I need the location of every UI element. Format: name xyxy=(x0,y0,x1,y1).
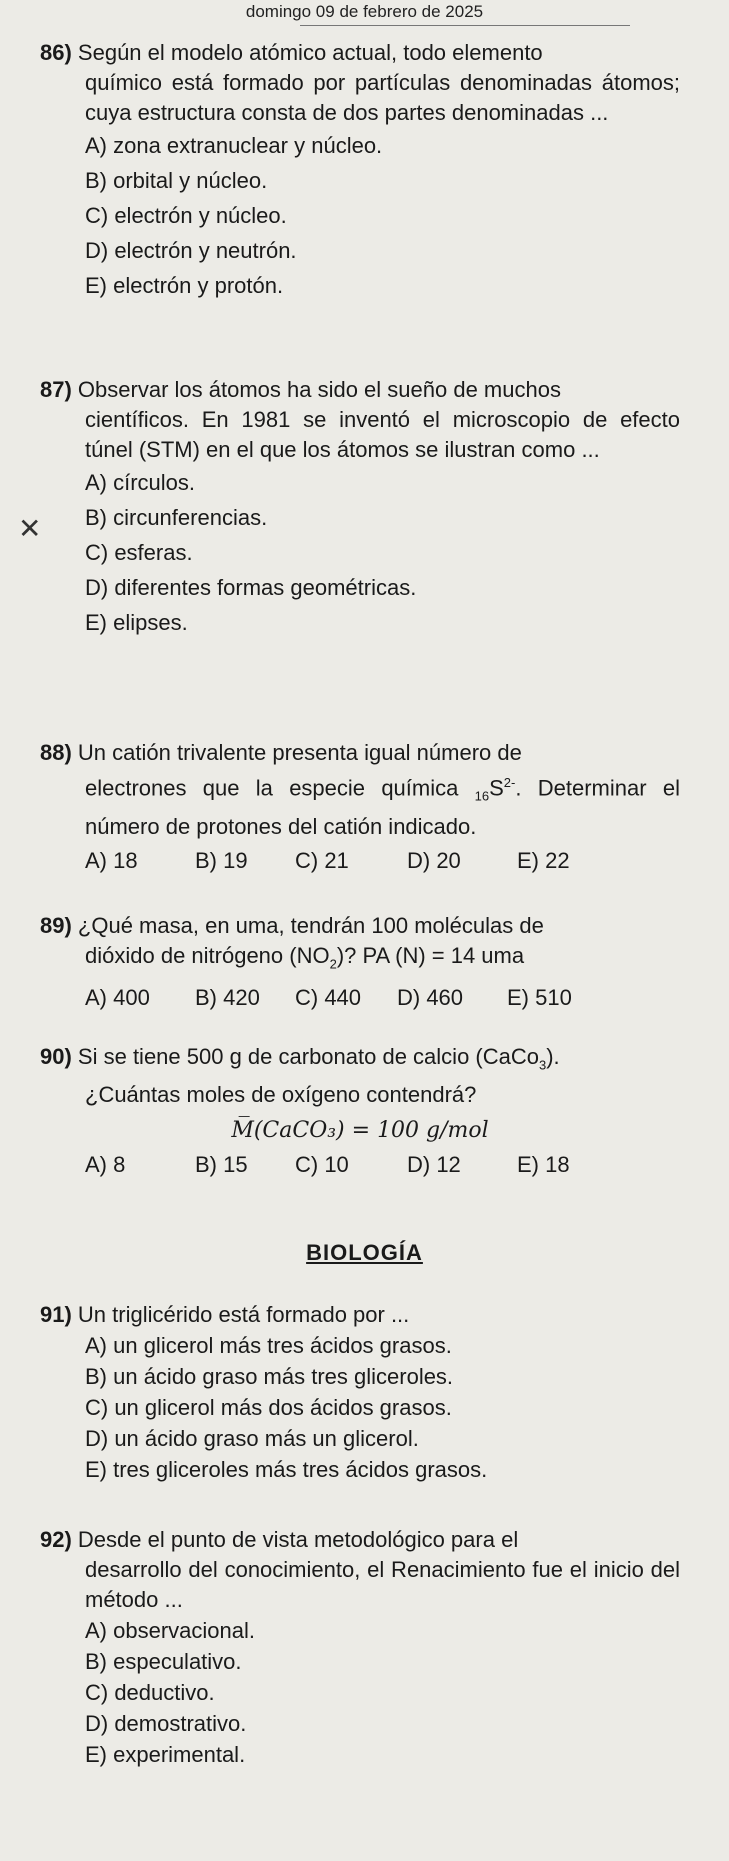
question-88-stem xyxy=(40,738,680,842)
option-b[interactable]: B) 420 xyxy=(195,985,260,1011)
header-rule xyxy=(300,25,630,26)
ion-charge: 2- xyxy=(503,775,516,790)
question-91-stem xyxy=(40,1300,680,1330)
question-92-stem xyxy=(40,1525,680,1615)
option-d[interactable]: D) 12 xyxy=(407,1152,461,1178)
question-87 xyxy=(40,375,680,640)
question-86-number: 86) xyxy=(40,40,72,65)
option-d[interactable]: D) diferentes formas geométricas. xyxy=(85,575,417,600)
section-title-biology: BIOLOGÍA xyxy=(306,1240,423,1265)
question-89-stem xyxy=(40,911,680,979)
option-e[interactable]: E) 18 xyxy=(517,1152,570,1178)
question-89-stem-rest xyxy=(40,941,680,979)
atomic-number: 16 xyxy=(474,788,490,804)
question-88-stem-first: Un catión trivalente presenta igual número de xyxy=(77,740,522,765)
option-b[interactable]: B) un ácido graso más tres gliceroles. xyxy=(85,1364,454,1389)
question-86-options xyxy=(40,128,680,303)
stem-text: ). xyxy=(546,1044,560,1069)
question-87-options xyxy=(40,465,680,640)
option-e[interactable]: E) elipses. xyxy=(85,610,188,635)
option-a[interactable]: A) 8 xyxy=(85,1152,126,1178)
option-c[interactable]: C) esferas. xyxy=(85,540,193,565)
question-92-stem-rest: desarrollo del conocimiento, el Renacimiento fue el inicio del método ... xyxy=(85,1557,680,1612)
option-d[interactable]: D) electrón y neutrón. xyxy=(85,238,297,263)
option-b[interactable]: B) 15 xyxy=(195,1152,248,1178)
question-88-stem-rest xyxy=(40,768,680,842)
element-symbol: S xyxy=(489,775,504,801)
option-e[interactable]: E) 510 xyxy=(507,985,572,1011)
question-90-stem-rest: ¿Cuántas moles de oxígeno contendrá? xyxy=(85,1082,477,1108)
option-a[interactable]: A) un glicerol más tres ácidos grasos. xyxy=(85,1333,452,1358)
question-87-number: 87) xyxy=(40,377,72,402)
option-a[interactable]: A) círculos. xyxy=(85,470,196,495)
page-date: domingo 09 de febrero de 2025 xyxy=(245,2,484,21)
stem-text: Si se tiene 500 g de carbonato de calcio (CaCo xyxy=(77,1044,539,1069)
question-92 xyxy=(40,1525,680,1770)
stem-text: electrones que la especie química xyxy=(85,775,475,801)
question-91-options xyxy=(40,1330,680,1485)
option-a[interactable]: A) observacional. xyxy=(85,1618,255,1643)
question-90-options xyxy=(40,1150,680,1180)
option-d[interactable]: D) demostrativo. xyxy=(85,1711,247,1736)
stem-text: dióxido de nitrógeno (NO xyxy=(85,943,330,968)
question-91 xyxy=(40,1300,680,1485)
option-e[interactable]: E) tres gliceroles más tres ácidos grasos. xyxy=(85,1457,488,1482)
option-b[interactable]: B) especulativo. xyxy=(85,1649,242,1674)
question-86 xyxy=(40,38,680,303)
question-88 xyxy=(40,738,680,876)
option-b[interactable]: B) orbital y núcleo. xyxy=(85,168,268,193)
option-c[interactable]: C) 440 xyxy=(295,985,362,1011)
option-c[interactable]: C) 21 xyxy=(295,847,349,873)
question-86-stem xyxy=(40,38,680,128)
question-87-stem-first: Observar los átomos ha sido el sueño de muchos xyxy=(77,377,561,402)
question-88-options xyxy=(40,846,680,876)
option-a[interactable]: A) 400 xyxy=(85,985,150,1011)
option-e[interactable]: E) experimental. xyxy=(85,1742,246,1767)
option-d[interactable]: D) 460 xyxy=(397,985,464,1011)
question-92-number: 92) xyxy=(40,1527,72,1552)
option-c[interactable]: C) un glicerol más dos ácidos grasos. xyxy=(85,1395,452,1420)
question-88-number: 88) xyxy=(40,740,72,765)
stem-text: . Determinar el número de protones del catión indicado. xyxy=(85,775,680,839)
formula-subscript: 3 xyxy=(539,1057,547,1073)
stem-text: )? PA (N) = 14 uma xyxy=(336,943,525,968)
question-92-options xyxy=(40,1615,680,1770)
question-86-stem-rest: químico está formado por partículas denominadas átomos; cuya estructura consta de dos partes denominadas ... xyxy=(85,70,680,125)
question-90-stem xyxy=(40,1042,680,1110)
question-91-number: 91) xyxy=(40,1302,72,1327)
molar-mass-formula: M̅(CaCO₃) = 100 g/mol xyxy=(231,1118,489,1144)
question-87-stem xyxy=(40,375,680,465)
option-c[interactable]: C) deductivo. xyxy=(85,1680,215,1705)
option-d[interactable]: D) un ácido graso más un glicerol. xyxy=(85,1426,419,1451)
option-a[interactable]: A) zona extranuclear y núcleo. xyxy=(85,133,383,158)
option-b[interactable]: B) circunferencias. xyxy=(85,505,268,530)
option-e[interactable]: E) electrón y protón. xyxy=(85,273,284,298)
option-b[interactable]: B) 19 xyxy=(195,847,248,873)
handwritten-x-mark-icon: ✕ xyxy=(18,513,42,544)
question-86-stem-first: Según el modelo atómico actual, todo elemento xyxy=(77,40,543,65)
formula-subscript: 2 xyxy=(329,956,337,972)
question-89 xyxy=(40,911,680,1013)
question-90-number: 90) xyxy=(40,1044,72,1069)
option-c[interactable]: C) electrón y núcleo. xyxy=(85,203,287,228)
question-90 xyxy=(40,1042,680,1180)
question-92-stem-first: Desde el punto de vista metodológico para el xyxy=(77,1527,519,1552)
question-87-stem-rest: científicos. En 1981 se inventó el microscopio de efecto túnel (STM) en el que los átomos se ilustran como ... xyxy=(85,407,680,462)
question-89-options xyxy=(40,983,680,1013)
question-89-stem-first: ¿Qué masa, en uma, tendrán 100 moléculas de xyxy=(77,913,544,938)
option-c[interactable]: C) 10 xyxy=(295,1152,349,1178)
question-91-stem-text: Un triglicérido está formado por ... xyxy=(77,1302,410,1327)
question-89-number: 89) xyxy=(40,913,72,938)
option-e[interactable]: E) 22 xyxy=(517,847,570,873)
option-d[interactable]: D) 20 xyxy=(407,847,461,873)
option-a[interactable]: A) 18 xyxy=(85,847,138,873)
